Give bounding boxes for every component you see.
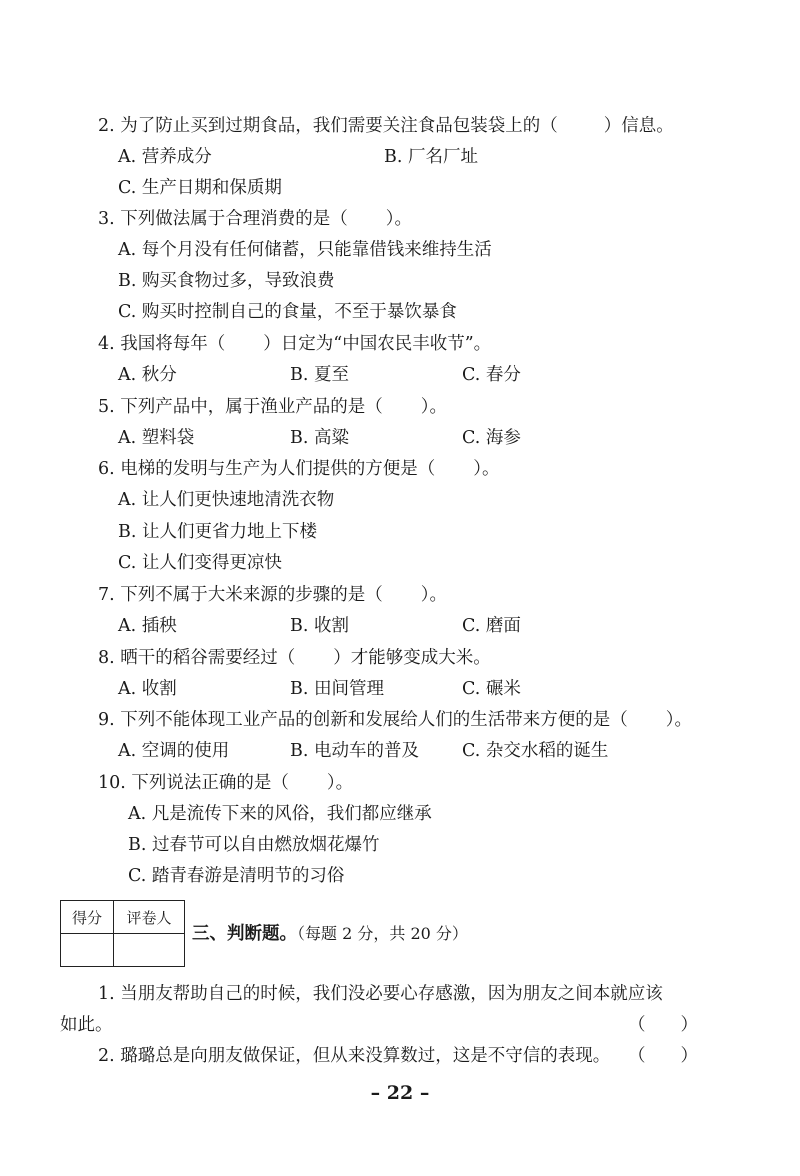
question-10-option-b: B. 过春节可以自由燃放烟花爆竹 — [128, 835, 380, 855]
question-6-option-c: C. 让人们变得更凉快 — [118, 553, 282, 573]
question-6-stem: 6. 电梯的发明与生产为人们提供的方便是（ ）。 — [98, 459, 500, 479]
question-4-option-b: B. 夏至 — [290, 365, 349, 385]
question-8-stem: 8. 晒干的稻谷需要经过（ ）才能够变成大米。 — [98, 648, 491, 668]
question-5-option-c: C. 海参 — [462, 428, 521, 448]
question-3-option-a: A. 每个月没有任何储蓄，只能靠借钱来维持生活 — [118, 240, 492, 260]
question-9-option-a: A. 空调的使用 — [118, 741, 230, 761]
question-10-stem: 10. 下列说法正确的是（ ）。 — [98, 773, 354, 793]
question-7-option-a: A. 插秧 — [118, 616, 177, 636]
question-7-option-b: B. 收割 — [290, 616, 349, 636]
judgement-1-answer-blank[interactable]: （ ） — [628, 1015, 698, 1035]
question-7-stem: 7. 下列不属于大米来源的步骤的是（ ）。 — [98, 585, 448, 605]
score-header: 得分 — [61, 901, 114, 934]
question-9-option-b: B. 电动车的普及 — [290, 741, 419, 761]
question-4-stem: 4. 我国将每年（ ）日定为“中国农民丰收节”。 — [98, 334, 492, 354]
question-8-option-c: C. 碾米 — [462, 679, 521, 699]
reviewer-cell[interactable] — [114, 934, 185, 967]
question-4-option-c: C. 春分 — [462, 365, 521, 385]
question-9-option-c: C. 杂交水稻的诞生 — [462, 741, 609, 761]
judgement-2: 2. 璐璐总是向朋友做保证，但从来没算数过，这是不守信的表现。 — [98, 1046, 611, 1066]
question-9-stem: 9. 下列不能体现工业产品的创新和发展给人们的生活带来方便的是（ ）。 — [98, 710, 693, 730]
page-number: – 22 – — [370, 1082, 430, 1104]
question-3-stem: 3. 下列做法属于合理消费的是（ ）。 — [98, 209, 413, 229]
question-3-option-c: C. 购买时控制自己的食量，不至于暴饮暴食 — [118, 302, 457, 322]
question-8-option-a: A. 收割 — [118, 679, 177, 699]
question-2-option-c: C. 生产日期和保质期 — [118, 178, 282, 198]
question-6-option-a: A. 让人们更快速地清洗衣物 — [118, 490, 335, 510]
question-10-option-c: C. 踏青春游是清明节的习俗 — [128, 866, 345, 886]
question-5-option-a: A. 塑料袋 — [118, 428, 195, 448]
score-cell[interactable] — [61, 934, 114, 967]
question-2-option-a: A. 营养成分 — [118, 147, 212, 167]
question-7-option-c: C. 磨面 — [462, 616, 521, 636]
question-2-option-b: B. 厂名厂址 — [384, 147, 478, 167]
question-4-option-a: A. 秋分 — [118, 365, 177, 385]
section-3-title: 三、判断题。（每题 2 分，共 20 分） — [192, 924, 468, 944]
judgement-1-line-2: 如此。 — [60, 1015, 113, 1035]
judgement-1-line-1: 1. 当朋友帮助自己的时候，我们没必要心存感激，因为朋友之间本就应该 — [98, 984, 663, 1004]
question-6-option-b: B. 让人们更省力地上下楼 — [118, 522, 317, 542]
judgement-2-answer-blank[interactable]: （ ） — [628, 1046, 698, 1066]
question-8-option-b: B. 田间管理 — [290, 679, 384, 699]
question-2-stem: 2. 为了防止买到过期食品，我们需要关注食品包装袋上的（ ）信息。 — [98, 116, 674, 136]
score-table — [60, 900, 185, 967]
question-5-stem: 5. 下列产品中，属于渔业产品的是（ ）。 — [98, 397, 448, 417]
question-10-option-a: A. 凡是流传下来的风俗，我们都应继承 — [128, 804, 432, 824]
reviewer-header: 评卷人 — [114, 901, 185, 934]
question-5-option-b: B. 高粱 — [290, 428, 349, 448]
question-3-option-b: B. 购买食物过多，导致浪费 — [118, 271, 335, 291]
